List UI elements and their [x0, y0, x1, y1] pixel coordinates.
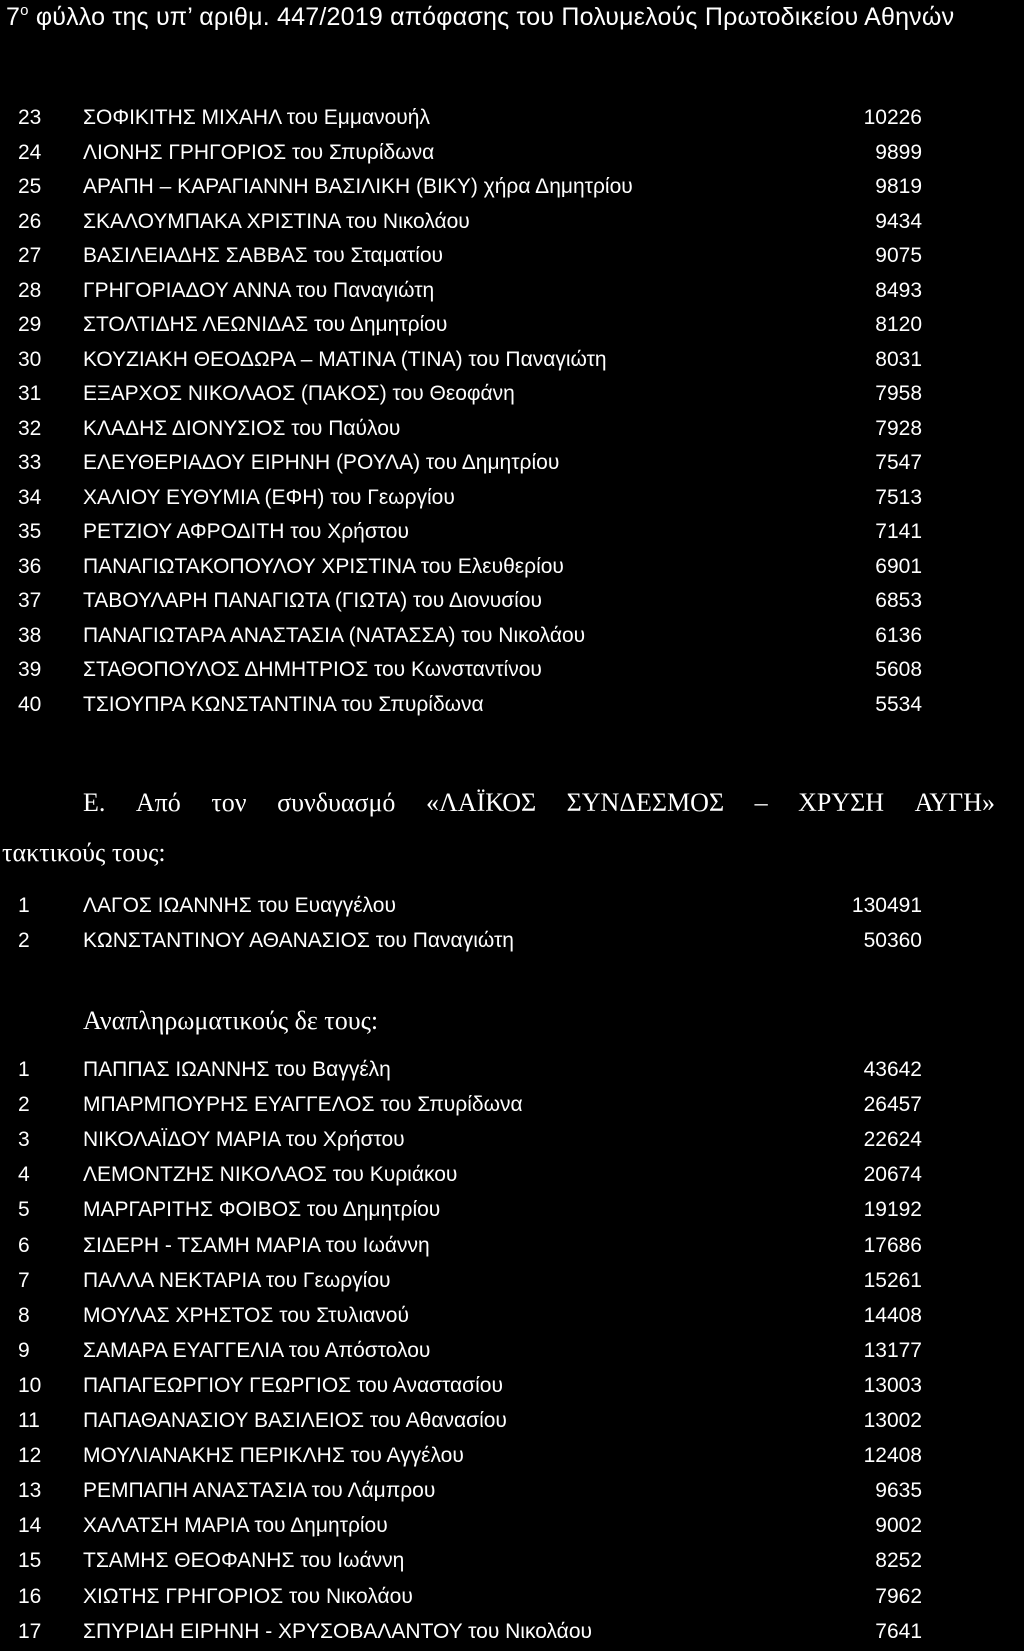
candidate-name: ΑΡΑΠΗ – ΚΑΡΑΓΙΑΝΝΗ ΒΑΣΙΛΙΚΗ (ΒΙΚΥ) χήρα Δημητρίου	[83, 175, 633, 198]
vote-count: 8031	[875, 347, 922, 371]
section-e-word: ΣΥΝΔΕΣΜΟΣ	[566, 788, 725, 817]
vote-count: 8493	[875, 278, 922, 302]
vote-count: 7958	[875, 382, 922, 405]
list-row	[0, 1620, 1024, 1650]
vote-count: 22624	[863, 1128, 922, 1152]
vote-count: 14408	[863, 1303, 922, 1327]
candidate-name: ΛΙΟΝΗΣ ΓΡΗΓΟΡΙΟΣ του Σπυρίδωνα	[83, 140, 435, 164]
candidate-name: ΕΞΑΡΧΟΣ ΝΙΚΟΛΑΟΣ (ΠΑΚΟΣ) του Θεοφάνη	[83, 382, 515, 405]
list-row	[0, 175, 1024, 205]
row-number: 2	[18, 928, 30, 952]
list-row	[0, 486, 1024, 516]
row-number: 27	[18, 244, 42, 267]
vote-count: 6853	[875, 589, 922, 612]
vote-count: 5608	[875, 658, 922, 681]
vote-count: 8252	[875, 1549, 922, 1573]
list-row	[0, 1163, 1024, 1193]
row-number: 34	[18, 485, 42, 509]
candidate-name: ΤΣΙΟΥΠΡΑ ΚΩΝΣΤΑΝΤΙΝΑ του Σπυρίδωνα	[83, 692, 484, 716]
vote-count: 15261	[863, 1268, 922, 1292]
row-number: 36	[18, 554, 42, 578]
row-number: 8	[18, 1303, 30, 1327]
row-number: 3	[18, 1128, 30, 1152]
list-row	[0, 348, 1024, 378]
candidate-name: ΒΑΣΙΛΕΙΑΔΗΣ ΣΑΒΒΑΣ του Σταματίου	[83, 244, 444, 267]
vote-count: 50360	[863, 928, 922, 952]
row-number: 25	[18, 175, 42, 198]
section-e-word: τον	[211, 788, 247, 817]
vote-count: 13002	[863, 1409, 922, 1432]
row-number: 1	[18, 1058, 30, 1081]
candidate-name: ΜΟΥΛΙΑΝΑΚΗΣ ΠΕΡΙΚΛΗΣ του Αγγέλου	[83, 1444, 464, 1468]
row-number: 2	[18, 1093, 30, 1117]
candidate-name: ΤΣΑΜΗΣ ΘΕΟΦΑΝΗΣ του Ιωάννη	[83, 1549, 405, 1573]
candidate-name: ΧΑΛΙΟΥ ΕΥΘΥΜΙΑ (ΕΦΗ) του Γεωργίου	[83, 485, 455, 509]
vote-count: 5534	[875, 692, 922, 716]
list-row	[0, 1339, 1024, 1369]
list-row	[0, 1374, 1024, 1404]
vote-count: 19192	[863, 1198, 922, 1222]
row-number: 40	[18, 692, 42, 716]
candidate-name: ΝΙΚΟΛΑΪΔΟΥ ΜΑΡΙΑ του Χρήστου	[83, 1128, 405, 1152]
list-row	[0, 1304, 1024, 1334]
vote-count: 9819	[875, 175, 922, 198]
row-number: 13	[18, 1479, 42, 1503]
row-number: 24	[18, 140, 42, 164]
vote-count: 26457	[863, 1093, 922, 1117]
candidate-name: ΛΕΜΟΝΤΖΗΣ ΝΙΚΟΛΑΟΣ του Κυριάκου	[83, 1163, 458, 1187]
vote-count: 17686	[863, 1233, 922, 1257]
vote-count: 7928	[875, 416, 922, 440]
candidate-name: ΛΑΓΟΣ ΙΩΑΝΝΗΣ του Ευαγγέλου	[83, 894, 396, 917]
list-row	[0, 1234, 1024, 1264]
candidate-name: ΠΑΝΑΓΙΩΤΑΚΟΠΟΥΛΟΥ ΧΡΙΣΤΙΝΑ του Ελευθερίου	[83, 554, 564, 578]
vote-count: 6136	[875, 623, 922, 647]
header-text: φύλλο της υπ’ αριθμ. 447/2019 απόφασης του Πολυμελούς Πρωτοδικείου Αθηνών	[35, 3, 955, 31]
vote-count: 9899	[875, 140, 922, 164]
candidate-name: ΠΑΠΠΑΣ ΙΩΑΝΝΗΣ του Βαγγέλη	[83, 1058, 391, 1081]
vote-count: 7141	[875, 520, 922, 543]
row-number: 12	[18, 1444, 42, 1468]
list-row	[0, 1409, 1024, 1439]
list-row	[0, 1514, 1024, 1544]
row-number: 30	[18, 347, 42, 371]
list-row	[0, 210, 1024, 240]
candidate-name: ΡΕΜΠΑΠΗ ΑΝΑΣΤΑΣΙΑ του Λάμπρου	[83, 1479, 436, 1503]
row-number: 10	[18, 1373, 42, 1397]
list-row	[0, 1269, 1024, 1299]
candidate-name: ΠΑΛΛΑ ΝΕΚΤΑΡΙΑ του Γεωργίου	[83, 1268, 391, 1292]
row-number: 11	[18, 1409, 40, 1432]
list-row	[0, 279, 1024, 309]
candidate-name: ΚΩΝΣΤΑΝΤΙΝΟΥ ΑΘΑΝΑΣΙΟΣ του Παναγιώτη	[83, 928, 514, 952]
vote-count: 10226	[863, 106, 922, 129]
row-number: 16	[18, 1584, 42, 1608]
candidate-name: ΣΙΔΕΡΗ - ΤΣΑΜΗ ΜΑΡΙΑ του Ιωάννη	[83, 1233, 430, 1257]
list-row	[0, 929, 1024, 959]
list-row	[0, 451, 1024, 481]
candidate-name: ΤΑΒΟΥΛΑΡΗ ΠΑΝΑΓΙΩΤΑ (ΓΙΩΤΑ) του Διονυσίου	[83, 589, 543, 612]
vote-count: 12408	[863, 1444, 922, 1468]
candidate-name: ΠΑΠΑΘΑΝΑΣΙΟΥ ΒΑΣΙΛΕΙΟΣ του Αθανασίου	[83, 1409, 507, 1432]
candidate-name: ΣΤΟΛΤΙΔΗΣ ΛΕΩΝΙΔΑΣ του Δημητρίου	[83, 313, 448, 336]
row-number: 29	[18, 313, 42, 336]
list-row	[0, 520, 1024, 550]
vote-count: 9002	[875, 1514, 922, 1538]
list-row	[0, 658, 1024, 688]
row-number: 28	[18, 278, 42, 302]
row-number: 7	[18, 1268, 30, 1292]
row-number: 37	[18, 589, 42, 612]
row-number: 15	[18, 1549, 42, 1573]
row-number: 1	[18, 894, 30, 917]
row-number: 33	[18, 451, 42, 474]
section-e-word: ΧΡΥΣΗ	[798, 788, 885, 817]
list-row	[0, 589, 1024, 619]
candidate-name: ΜΠΑΡΜΠΟΥΡΗΣ ΕΥΑΓΓΕΛΟΣ του Σπυρίδωνα	[83, 1093, 523, 1117]
list-row	[0, 417, 1024, 447]
row-number: 38	[18, 623, 42, 647]
vote-count: 7513	[875, 485, 922, 509]
section-e-heading	[83, 788, 995, 818]
sheet-number: 7	[6, 3, 21, 31]
vote-count: 13177	[863, 1338, 922, 1362]
section-e-word: Ε.	[83, 788, 106, 817]
vote-count: 9075	[875, 244, 922, 267]
section-e-continuation: τακτικούς τους:	[2, 838, 166, 867]
vote-count: 9635	[875, 1479, 922, 1503]
vote-count: 9434	[875, 209, 922, 233]
row-number: 39	[18, 658, 42, 681]
candidate-name: ΓΡΗΓΟΡΙΑΔΟΥ ΑΝΝΑ του Παναγιώτη	[83, 278, 435, 302]
list-row	[0, 1549, 1024, 1579]
candidate-name: ΣΠΥΡΙΔΗ ΕΙΡΗΝΗ - ΧΡΥΣΟΒΑΛΑΝΤΟΥ του Νικολάου	[83, 1619, 592, 1643]
vote-count: 7641	[875, 1619, 922, 1643]
section-e-word: –	[754, 788, 768, 817]
row-number: 31	[18, 382, 42, 405]
list-row	[0, 1585, 1024, 1615]
vote-count: 8120	[875, 313, 922, 336]
vote-count: 7547	[875, 451, 922, 474]
vote-count: 20674	[863, 1163, 922, 1187]
candidate-name: ΣΤΑΘΟΠΟΥΛΟΣ ΔΗΜΗΤΡΙΟΣ του Κωνσταντίνου	[83, 658, 542, 681]
row-number: 9	[18, 1338, 30, 1362]
list-row	[0, 1128, 1024, 1158]
vote-count: 43642	[863, 1058, 922, 1081]
row-number: 17	[18, 1619, 42, 1643]
section-e-word: Από	[135, 788, 181, 817]
list-row	[0, 141, 1024, 171]
list-row	[0, 555, 1024, 585]
row-number: 26	[18, 209, 42, 233]
list-row	[0, 244, 1024, 274]
candidate-name: ΜΟΥΛΑΣ ΧΡΗΣΤΟΣ του Στυλιανού	[83, 1303, 409, 1327]
list-row	[0, 382, 1024, 412]
list-row	[0, 1444, 1024, 1474]
list-row	[0, 1093, 1024, 1123]
list-row	[0, 894, 1024, 924]
row-number: 4	[18, 1163, 30, 1187]
list-row	[0, 106, 1024, 136]
list-row	[0, 1198, 1024, 1228]
section-e-word: ΑΥΓΗ»	[914, 788, 995, 817]
candidate-name: ΣΑΜΑΡΑ ΕΥΑΓΓΕΛΙΑ του Απόστολου	[83, 1338, 431, 1362]
candidate-name: ΣΚΑΛΟΥΜΠΑΚΑ ΧΡΙΣΤΙΝΑ του Νικολάου	[83, 209, 470, 233]
sheet-number-superscript: ο	[20, 2, 29, 19]
section-e-word: συνδυασμό	[277, 788, 396, 817]
candidate-name: ΧΑΛΑΤΣΗ ΜΑΡΙΑ του Δημητρίου	[83, 1514, 388, 1538]
candidate-name: ΧΙΩΤΗΣ ΓΡΗΓΟΡΙΟΣ του Νικολάου	[83, 1584, 413, 1608]
list-row	[0, 313, 1024, 343]
row-number: 6	[18, 1233, 30, 1257]
row-number: 14	[18, 1514, 42, 1538]
candidate-name: ΠΑΠΑΓΕΩΡΓΙΟΥ ΓΕΩΡΓΙΟΣ του Αναστασίου	[83, 1373, 503, 1397]
row-number: 5	[18, 1198, 30, 1222]
row-number: 35	[18, 520, 42, 543]
candidate-name: ΕΛΕΥΘΕΡΙΑΔΟΥ ΕΙΡΗΝΗ (ΡΟΥΛΑ) του Δημητρίου	[83, 451, 560, 474]
vote-count: 7962	[875, 1584, 922, 1608]
section-e-word: «ΛΑΪΚΟΣ	[425, 788, 537, 817]
row-number: 23	[18, 106, 42, 129]
list-row	[0, 1058, 1024, 1088]
list-row	[0, 1479, 1024, 1509]
candidate-name: ΡΕΤΖΙΟΥ ΑΦΡΟΔΙΤΗ του Χρήστου	[83, 520, 409, 543]
substitutes-heading: Αναπληρωματικούς δε τους:	[83, 1006, 379, 1035]
candidate-name: ΚΛΑΔΗΣ ΔΙΟΝΥΣΙΟΣ του Παύλου	[83, 416, 401, 440]
candidate-name: ΣΟΦΙΚΙΤΗΣ ΜΙΧΑΗΛ του Εμμανουήλ	[83, 106, 430, 129]
vote-count: 13003	[863, 1373, 922, 1397]
list-row	[0, 693, 1024, 723]
vote-count: 130491	[851, 894, 922, 917]
candidate-name: ΠΑΝΑΓΙΩΤΑΡΑ ΑΝΑΣΤΑΣΙΑ (ΝΑΤΑΣΣΑ) του Νικολάου	[83, 623, 586, 647]
candidate-name: ΜΑΡΓΑΡΙΤΗΣ ΦΟΙΒΟΣ του Δημητρίου	[83, 1198, 441, 1222]
candidate-name: ΚΟΥΖΙΑΚΗ ΘΕΟΔΩΡΑ – ΜΑΤΙΝΑ (ΤΙΝΑ) του Παναγιώτη	[83, 347, 607, 371]
vote-count: 6901	[875, 554, 922, 578]
list-row	[0, 624, 1024, 654]
row-number: 32	[18, 416, 42, 440]
